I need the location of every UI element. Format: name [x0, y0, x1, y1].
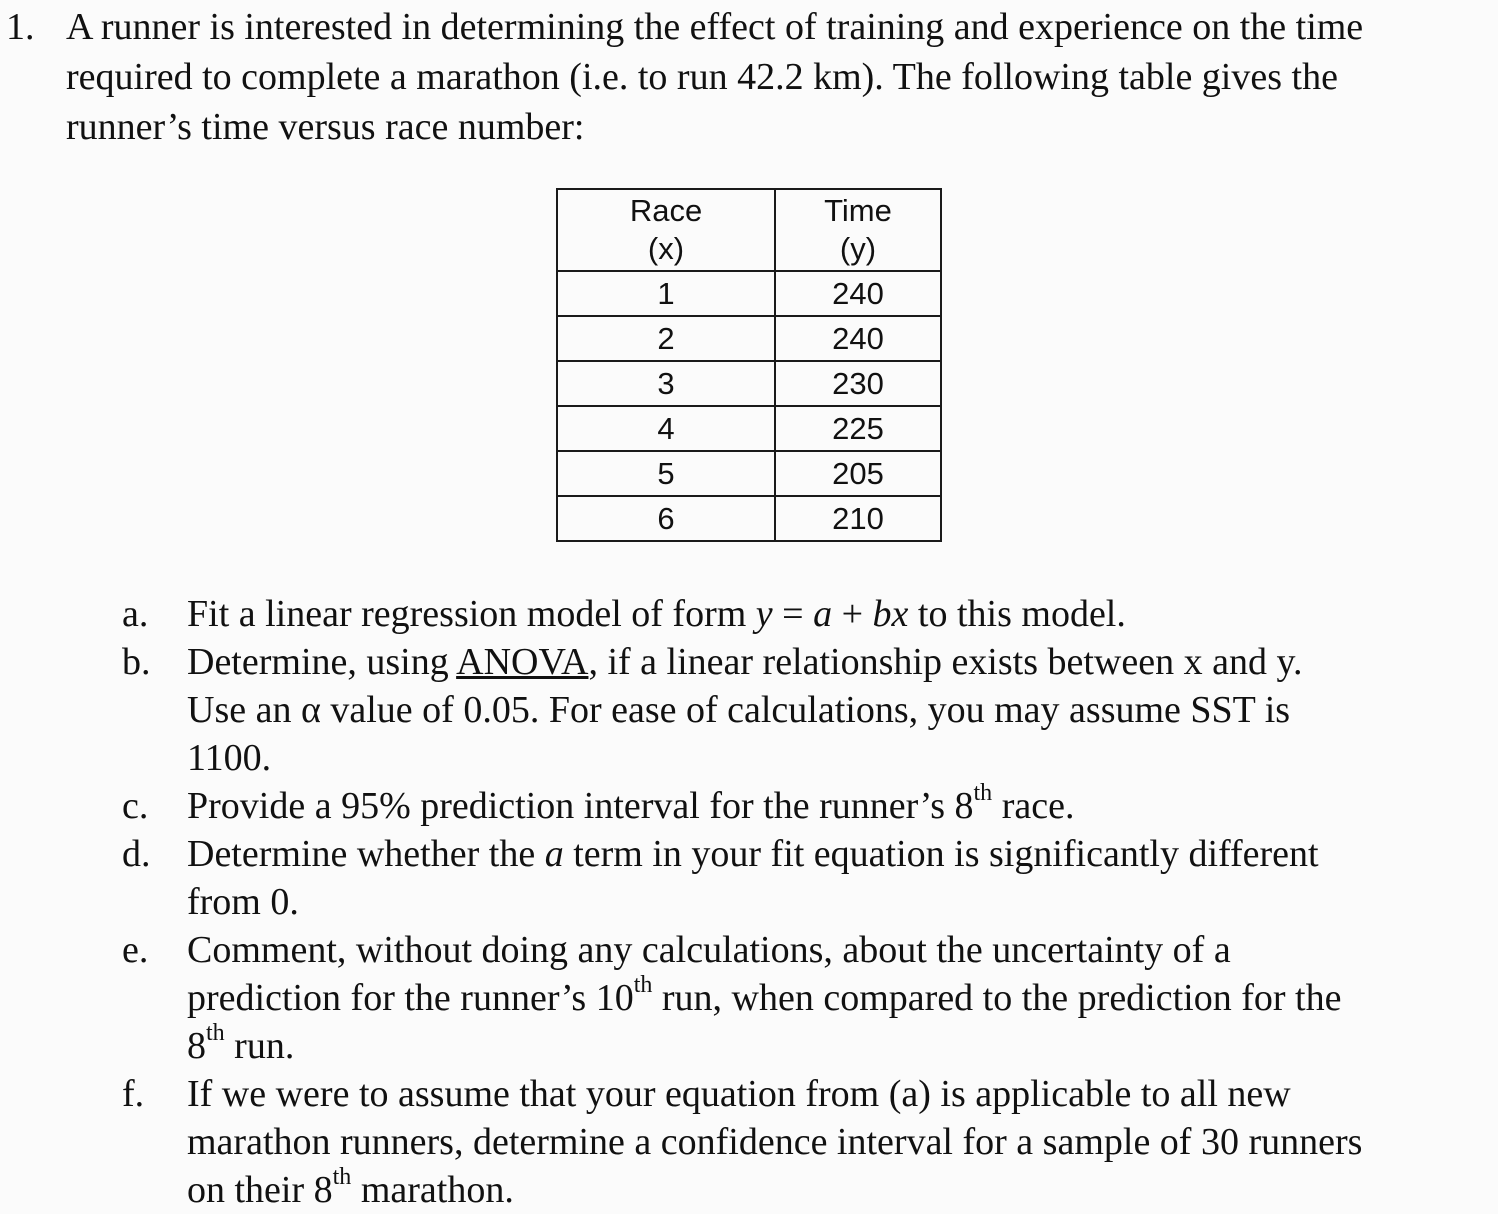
part-d-line: from 0. — [187, 881, 299, 923]
time-cell: 225 — [775, 406, 941, 451]
race-time-table — [556, 188, 942, 542]
part-letter: a. — [122, 593, 149, 635]
part-f-line: on their 8th marathon. — [187, 1164, 514, 1211]
part-letter: b. — [122, 641, 151, 683]
a-term: a — [544, 833, 564, 875]
part-e-line: Comment, without doing any calculations, about the uncertainty of a — [187, 929, 1231, 971]
race-cell: 3 — [557, 361, 775, 406]
part-b-line: Determine, using ANOVA, if a linear relationship exists between x and y. — [187, 641, 1303, 683]
part-f-line: If we were to assume that your equation from (a) is applicable to all new — [187, 1073, 1291, 1115]
equation-y: y — [755, 593, 773, 635]
part-letter: f. — [122, 1073, 145, 1115]
race-cell: 5 — [557, 451, 775, 496]
table-header-row — [557, 189, 941, 271]
header-time-var: (y) — [839, 231, 877, 266]
race-cell: 1 — [557, 271, 775, 316]
table-row — [557, 451, 941, 496]
question-intro — [66, 2, 1486, 152]
equation-a: a — [813, 593, 833, 635]
table-row — [557, 316, 941, 361]
race-cell: 4 — [557, 406, 775, 451]
time-cell: 205 — [775, 451, 941, 496]
part-letter: c. — [122, 785, 149, 827]
header-time-label: Time — [824, 193, 892, 228]
equation-bx: bx — [872, 593, 909, 635]
time-cell: 240 — [775, 271, 941, 316]
part-f-line: marathon runners, determine a confidence interval for a sample of 30 runners — [187, 1121, 1363, 1163]
part-letter: d. — [122, 833, 151, 875]
header-race-label: Race — [629, 193, 703, 228]
anova-term: ANOVA — [456, 641, 589, 683]
part-b-line: 1100. — [187, 737, 272, 779]
time-cell: 230 — [775, 361, 941, 406]
intro-line: A runner is interested in determining the effect of training and experience on the time — [66, 6, 1364, 48]
part-e-line: prediction for the runner’s 10th run, when compared to the prediction for the — [187, 972, 1342, 1019]
part-f — [0, 1070, 1498, 1214]
part-e-line: 8th run. — [187, 1020, 295, 1067]
header-race-var: (x) — [647, 231, 685, 266]
race-cell: 6 — [557, 496, 775, 541]
part-b — [0, 638, 1498, 782]
time-cell: 240 — [775, 316, 941, 361]
part-c-text: Provide a 95% prediction interval for the runner’s 8th race. — [187, 780, 1075, 827]
part-letter: e. — [122, 929, 149, 971]
intro-line: runner’s time versus race number: — [66, 106, 585, 148]
table-row — [557, 406, 941, 451]
part-b-line: Use an α value of 0.05. For ease of calculations, you may assume SST is — [187, 689, 1291, 731]
part-d — [0, 830, 1498, 926]
part-e — [0, 926, 1498, 1070]
part-a-text: Fit a linear regression model of form y = a + bx to this model. — [187, 593, 1126, 635]
question-parts — [0, 590, 1498, 1214]
table-row — [557, 496, 941, 541]
part-a — [0, 590, 1498, 638]
header-race — [557, 189, 775, 271]
question-number: 1. — [6, 6, 35, 48]
table-row — [557, 361, 941, 406]
header-time — [775, 189, 941, 271]
part-c — [0, 782, 1498, 830]
race-cell: 2 — [557, 316, 775, 361]
table-row — [557, 271, 941, 316]
part-d-line: Determine whether the a term in your fit equation is significantly different — [187, 833, 1319, 875]
intro-line: required to complete a marathon (i.e. to run 42.2 km). The following table gives the — [66, 56, 1338, 98]
time-cell: 210 — [775, 496, 941, 541]
